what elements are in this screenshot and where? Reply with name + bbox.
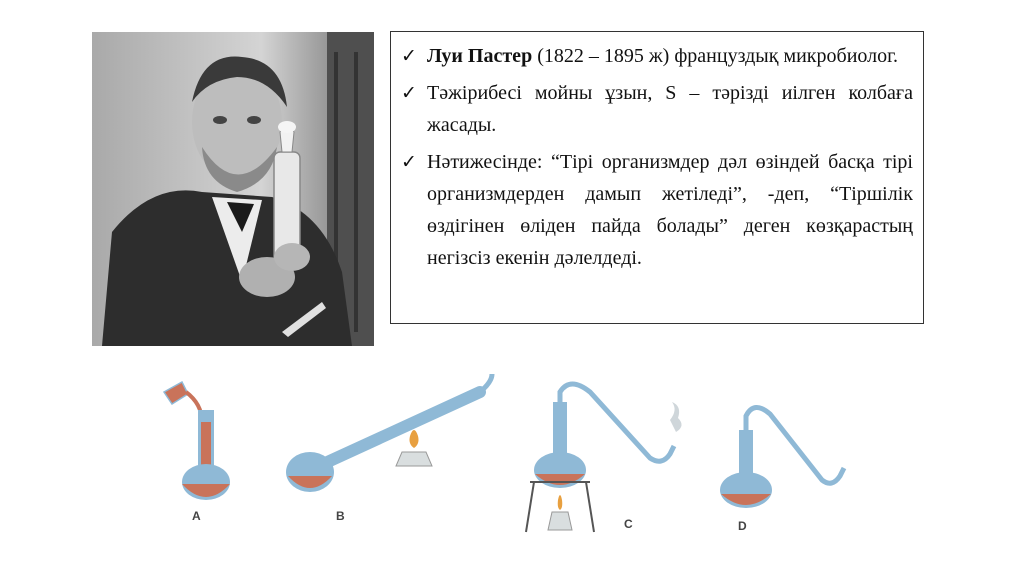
check-mark-icon: ✓ bbox=[401, 151, 417, 173]
swan-neck-flask-experiment-diagram bbox=[150, 362, 870, 542]
bullet-2 bbox=[401, 77, 913, 141]
pasteur-portrait bbox=[92, 32, 374, 346]
label-c: C bbox=[624, 517, 633, 531]
label-d: D bbox=[738, 519, 747, 533]
flask-c-icon bbox=[526, 384, 682, 532]
bullet-1-text: (1822 – 1895 ж) француздық микробиолог. bbox=[532, 45, 899, 67]
label-a: A bbox=[192, 509, 201, 523]
flask-a-icon bbox=[164, 382, 230, 523]
description-box bbox=[390, 31, 924, 324]
bullet-3-text: Нәтижесінде: “Тірі организмдер дәл өзіндей басқа тірі организмдерден дамып жетіледі”, -деп, “Тіршілік өздігінен өліден пайда болады” деген көзқарастың негізсіз екенін дәлелдеді. bbox=[427, 151, 913, 269]
bullet-3 bbox=[401, 146, 913, 274]
portrait-of-louis-pasteur-icon bbox=[92, 32, 374, 346]
bullet-1 bbox=[401, 40, 913, 72]
pasteur-name: Луи Пастер bbox=[427, 45, 533, 67]
flask-d-icon bbox=[720, 407, 844, 533]
bullet-2-text: Тәжірибесі мойны ұзын, S – тәрізді иілген колбаға жасады. bbox=[427, 82, 913, 136]
label-b: B bbox=[336, 509, 345, 523]
flask-b-icon bbox=[286, 374, 492, 523]
check-mark-icon: ✓ bbox=[401, 45, 417, 67]
check-mark-icon: ✓ bbox=[401, 82, 417, 104]
